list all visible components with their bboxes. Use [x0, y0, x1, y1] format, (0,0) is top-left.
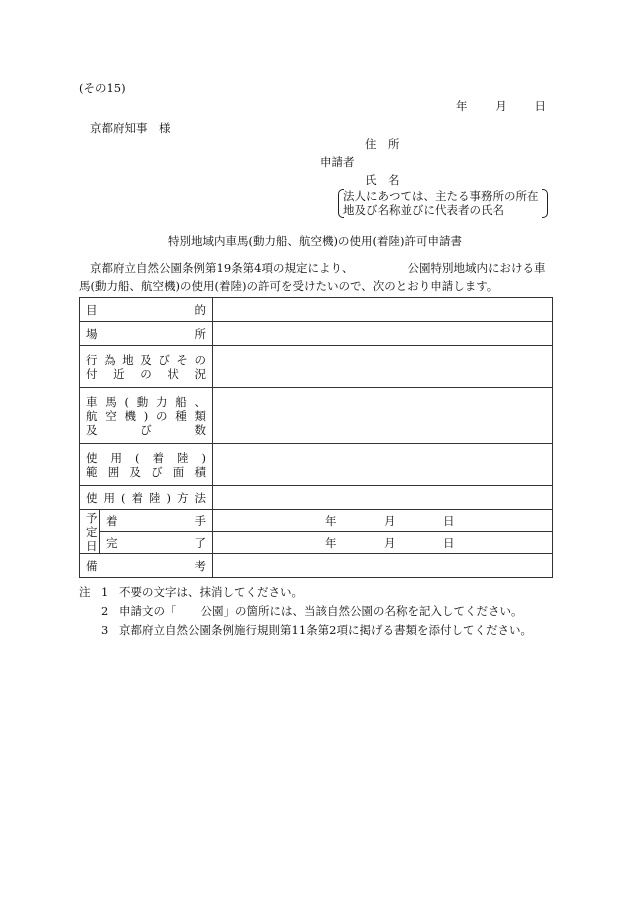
- application-table: [79, 297, 553, 578]
- act-place-field[interactable]: [213, 346, 553, 388]
- note-2-text-b: 公園」の箇所には、当該自然公園の名称を記入してください。: [200, 604, 523, 618]
- note-3: [79, 621, 532, 640]
- use-area-label: [80, 444, 213, 486]
- schedule-label: [80, 510, 100, 554]
- method-field[interactable]: [213, 486, 553, 510]
- vehicle-line3: 及び数: [86, 422, 206, 437]
- year-label: 年: [456, 99, 468, 113]
- address-label: 住 所: [365, 137, 400, 151]
- remarks-label: 備考: [80, 554, 213, 578]
- vehicle-line1: 車馬(動力船、: [86, 394, 206, 409]
- right-bracket: [542, 189, 548, 218]
- corporation-note-line2: 地及び名称並びに代表者の氏名: [343, 203, 504, 217]
- act-place-line1: 行為地及びその: [86, 352, 206, 367]
- start-date-field[interactable]: [213, 510, 553, 532]
- name-label: 氏 名: [365, 173, 400, 187]
- end-day: 日: [443, 535, 455, 550]
- corporation-note-line1: 法人にあつては、主たる事務所の所在: [343, 189, 539, 203]
- row-act-place: [80, 346, 553, 388]
- row-start: [80, 510, 553, 532]
- intro-part1: 京都府立自然公園条例第19条第4項の規定により、: [90, 261, 354, 275]
- start-label: 着手: [100, 510, 213, 532]
- start-year: 年: [325, 513, 337, 528]
- place-label: 場所: [80, 322, 213, 346]
- row-method: [80, 486, 553, 510]
- use-area-field[interactable]: [213, 444, 553, 486]
- row-vehicle: [80, 388, 553, 444]
- note-1-number: 1: [101, 585, 109, 599]
- row-use-area: [80, 444, 553, 486]
- remarks-field[interactable]: [213, 554, 553, 578]
- end-month: 月: [384, 535, 396, 550]
- vehicle-label: [80, 388, 213, 444]
- schedule-char-2: 定: [86, 524, 98, 539]
- applicant-label: 申請者: [320, 155, 355, 169]
- row-remarks: [80, 554, 553, 578]
- form-number: (その15): [79, 81, 126, 95]
- note-1: [79, 583, 532, 602]
- end-date-field[interactable]: [213, 532, 553, 554]
- note-2-text-a: 申請文の「: [119, 604, 177, 618]
- start-month: 月: [384, 513, 396, 528]
- document-title: 特別地域内車馬(動力船、航空機)の使用(着陸)許可申請書: [168, 234, 462, 248]
- start-day: 日: [443, 513, 455, 528]
- row-purpose: [80, 298, 553, 322]
- end-label: 完了: [100, 532, 213, 554]
- note-2-number: 2: [101, 604, 109, 618]
- method-label: 使用(着陸)方法: [80, 486, 213, 510]
- use-area-line1: 使用(着陸): [86, 450, 206, 465]
- left-bracket: [338, 189, 344, 218]
- end-year: 年: [325, 535, 337, 550]
- note-3-number: 3: [101, 623, 109, 637]
- schedule-char-3: 日: [86, 538, 98, 553]
- corporation-note: [343, 189, 542, 218]
- row-end: [80, 532, 553, 554]
- vehicle-field[interactable]: [213, 388, 553, 444]
- use-area-line2: 範囲及び面積: [86, 464, 206, 479]
- place-field[interactable]: [213, 322, 553, 346]
- act-place-label: [80, 346, 213, 388]
- intro-paragraph: [79, 260, 553, 295]
- note-2: [79, 602, 532, 621]
- addressee: 京都府知事 様: [90, 121, 171, 135]
- purpose-label: 目的: [80, 298, 213, 322]
- act-place-line2: 付近の状況: [86, 366, 206, 381]
- purpose-field[interactable]: [213, 298, 553, 322]
- application-date: [456, 99, 546, 113]
- intro-part2: 公園特別地域内における車馬(動力船、航空機)の使用(着陸)の許可を受けたいので、次のとおり申請します。: [79, 261, 546, 293]
- row-place: [80, 322, 553, 346]
- note-1-text: 不要の文字は、抹消してください。: [119, 585, 303, 599]
- notes: [79, 583, 532, 640]
- notes-label: 注: [79, 585, 91, 599]
- month-label: 月: [495, 99, 507, 113]
- vehicle-line2: 航空機)の種類: [86, 408, 206, 423]
- note-3-text: 京都府立自然公園条例施行規則第11条第2項に掲げる書類を添付してください。: [119, 623, 532, 637]
- schedule-char-1: 予: [86, 510, 98, 525]
- day-label: 日: [534, 99, 546, 113]
